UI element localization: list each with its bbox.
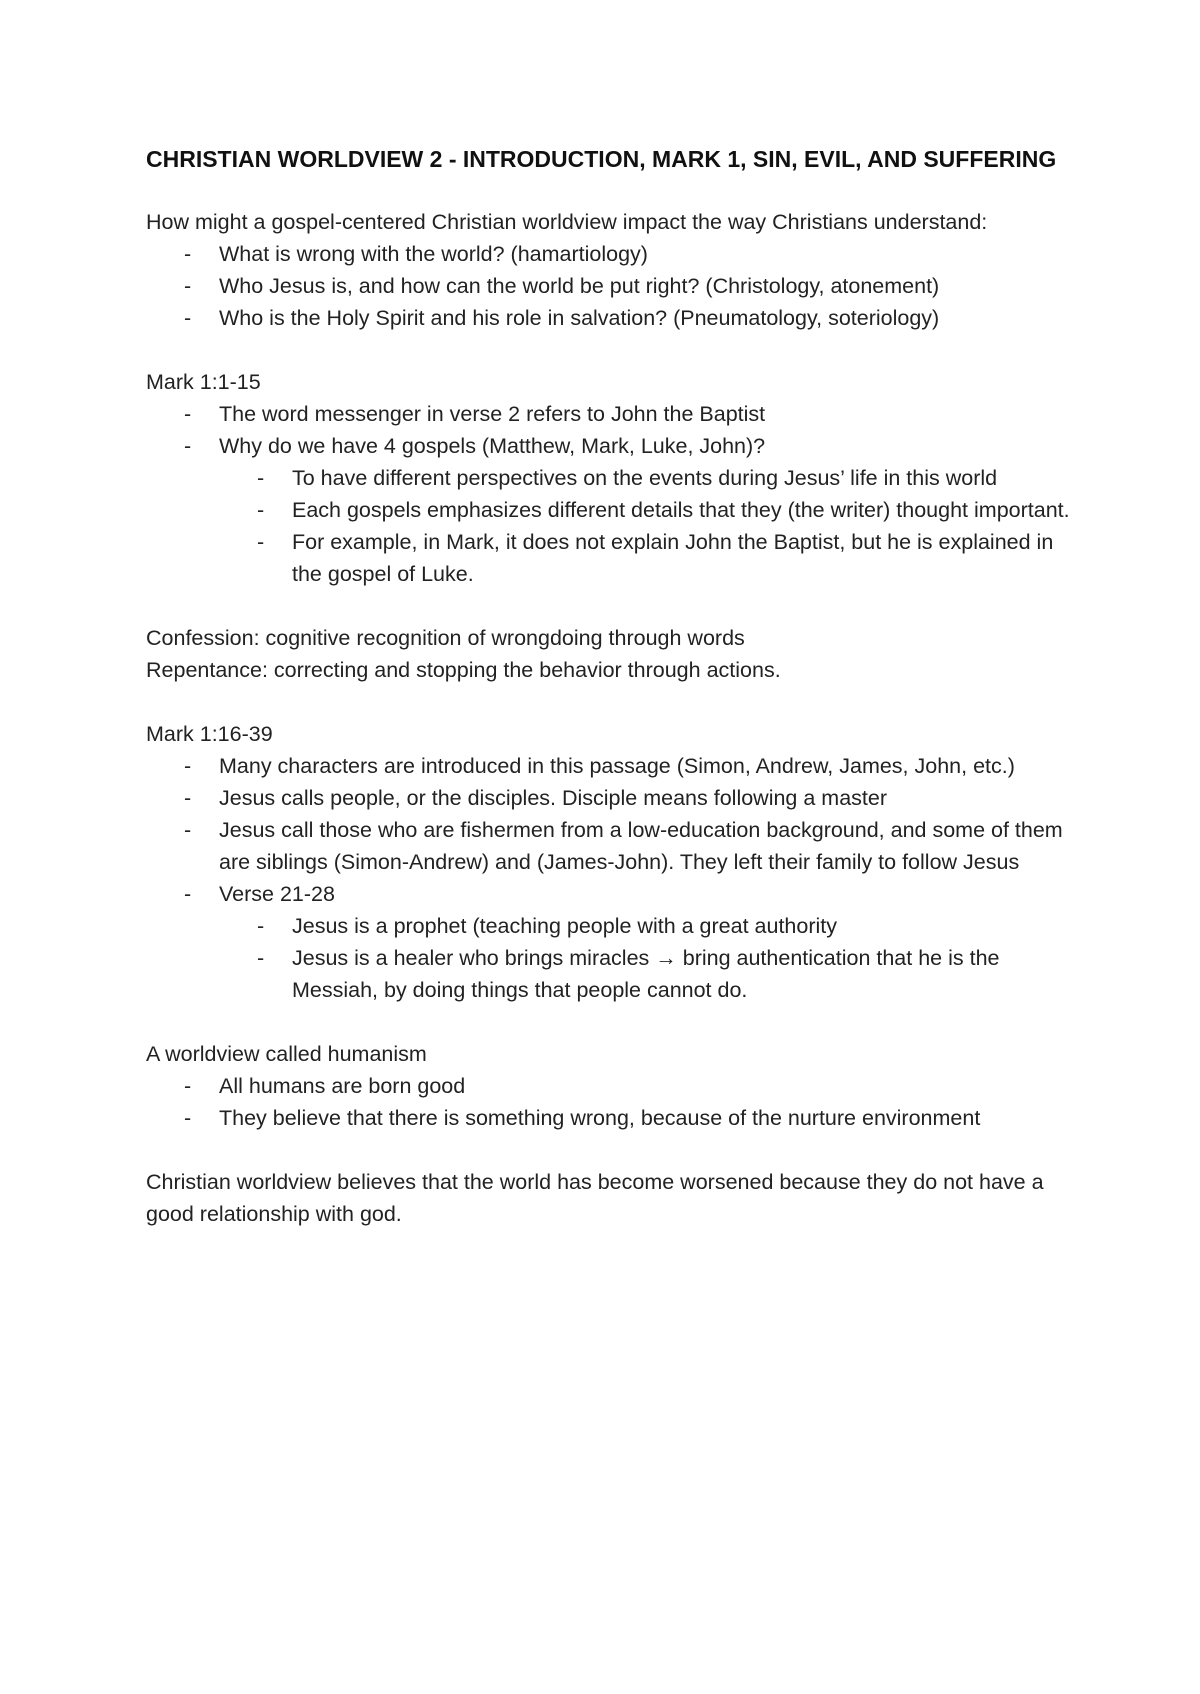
sub-list-item-text: To have different perspectives on the events during Jesus’ life in this world [292,466,998,490]
list-item [146,750,1076,782]
bullet-dash: - [184,306,192,330]
list-item [146,1070,1076,1102]
bullet-dash: - [184,754,192,778]
list-item [146,430,1076,590]
sub-list-item [146,494,1076,526]
list-item-text: Jesus calls people, or the disciples. Disciple means following a master [219,786,888,810]
section-heading-mark-1-16-39: Mark 1:16-39 [146,722,273,746]
list-item-text: All humans are born good [219,1074,466,1098]
sub-list-item [146,526,1076,590]
sub-list-item [146,942,1076,1006]
bullet-dash: - [184,242,192,266]
list-item-text: Verse 21-28 [219,882,335,906]
list-item-text: Who Jesus is, and how can the world be put right? (Christology, atonement) [219,274,940,298]
intro-list [146,238,1076,334]
bullet-dash: - [184,1106,192,1130]
mark-1-16-39-list [146,750,1076,1006]
bullet-dash: - [257,530,265,554]
humanism-list [146,1070,1076,1134]
bullet-dash: - [257,914,265,938]
sub-list-item-text: Jesus is a prophet (teaching people with a great authority [292,914,837,938]
document-title: CHRISTIAN WORLDVIEW 2 - INTRODUCTION, MARK 1, SIN, EVIL, AND SUFFERING [146,146,1057,172]
list-item [146,782,1076,814]
list-item-text: Who is the Holy Spirit and his role in salvation? (Pneumatology, soteriology) [219,306,940,330]
bullet-dash: - [184,434,192,458]
sub-list-item-text: Jesus is a healer who brings miracles → bring authentication that he is the Messiah, by doing things that people cannot do. [292,946,1000,1002]
sub-list-item [146,462,1076,494]
list-item-text: The word messenger in verse 2 refers to John the Baptist [219,402,766,426]
list-item-text: Why do we have 4 gospels (Matthew, Mark, Luke, John)? [219,434,766,458]
list-item [146,302,1076,334]
intro-question: How might a gospel-centered Christian worldview impact the way Christians understand: [146,210,988,234]
bullet-dash: - [184,818,192,842]
sub-list-item-text: Each gospels emphasizes different details that they (the writer) thought important. [292,498,1070,522]
bullet-dash: - [184,786,192,810]
sub-list-item [146,910,1076,942]
spacer [146,334,1076,366]
confession-definition: Confession: cognitive recognition of wrongdoing through words [146,626,745,650]
list-item [146,238,1076,270]
mark-1-1-15-list [146,398,1076,590]
sub-list-item-text: For example, in Mark, it does not explain John the Baptist, but he is explained in the gospel of Luke. [292,530,1054,586]
list-item [146,398,1076,430]
bullet-dash: - [184,274,192,298]
bullet-dash: - [184,1074,192,1098]
list-item [146,878,1076,1006]
spacer [146,1006,1076,1038]
spacer [146,590,1076,622]
document-page [146,140,1076,1230]
bullet-dash: - [257,498,265,522]
bullet-dash: - [257,946,265,970]
list-item-text: Many characters are introduced in this passage (Simon, Andrew, James, John, etc.) [219,754,1015,778]
section-heading-mark-1-1-15: Mark 1:1-15 [146,370,261,394]
sub-list [146,462,1076,590]
spacer [146,686,1076,718]
list-item [146,270,1076,302]
section-heading-humanism: A worldview called humanism [146,1042,427,1066]
bullet-dash: - [257,466,265,490]
spacer [146,1134,1076,1166]
sub-list [146,910,1076,1006]
closing-paragraph: Christian worldview believes that the world has become worsened because they do not have a good relationship with god. [146,1170,1044,1226]
list-item-text: Jesus call those who are fishermen from a low-education background, and some of them are siblings (Simon-Andrew) and (James-John). They left their family to follow Jesus [219,818,1063,874]
bullet-dash: - [184,882,192,906]
repentance-definition: Repentance: correcting and stopping the behavior through actions. [146,658,781,682]
list-item [146,1102,1076,1134]
list-item [146,814,1076,878]
bullet-dash: - [184,402,192,426]
list-item-text: What is wrong with the world? (hamartiology) [219,242,648,266]
list-item-text: They believe that there is something wrong, because of the nurture environment [219,1106,981,1130]
